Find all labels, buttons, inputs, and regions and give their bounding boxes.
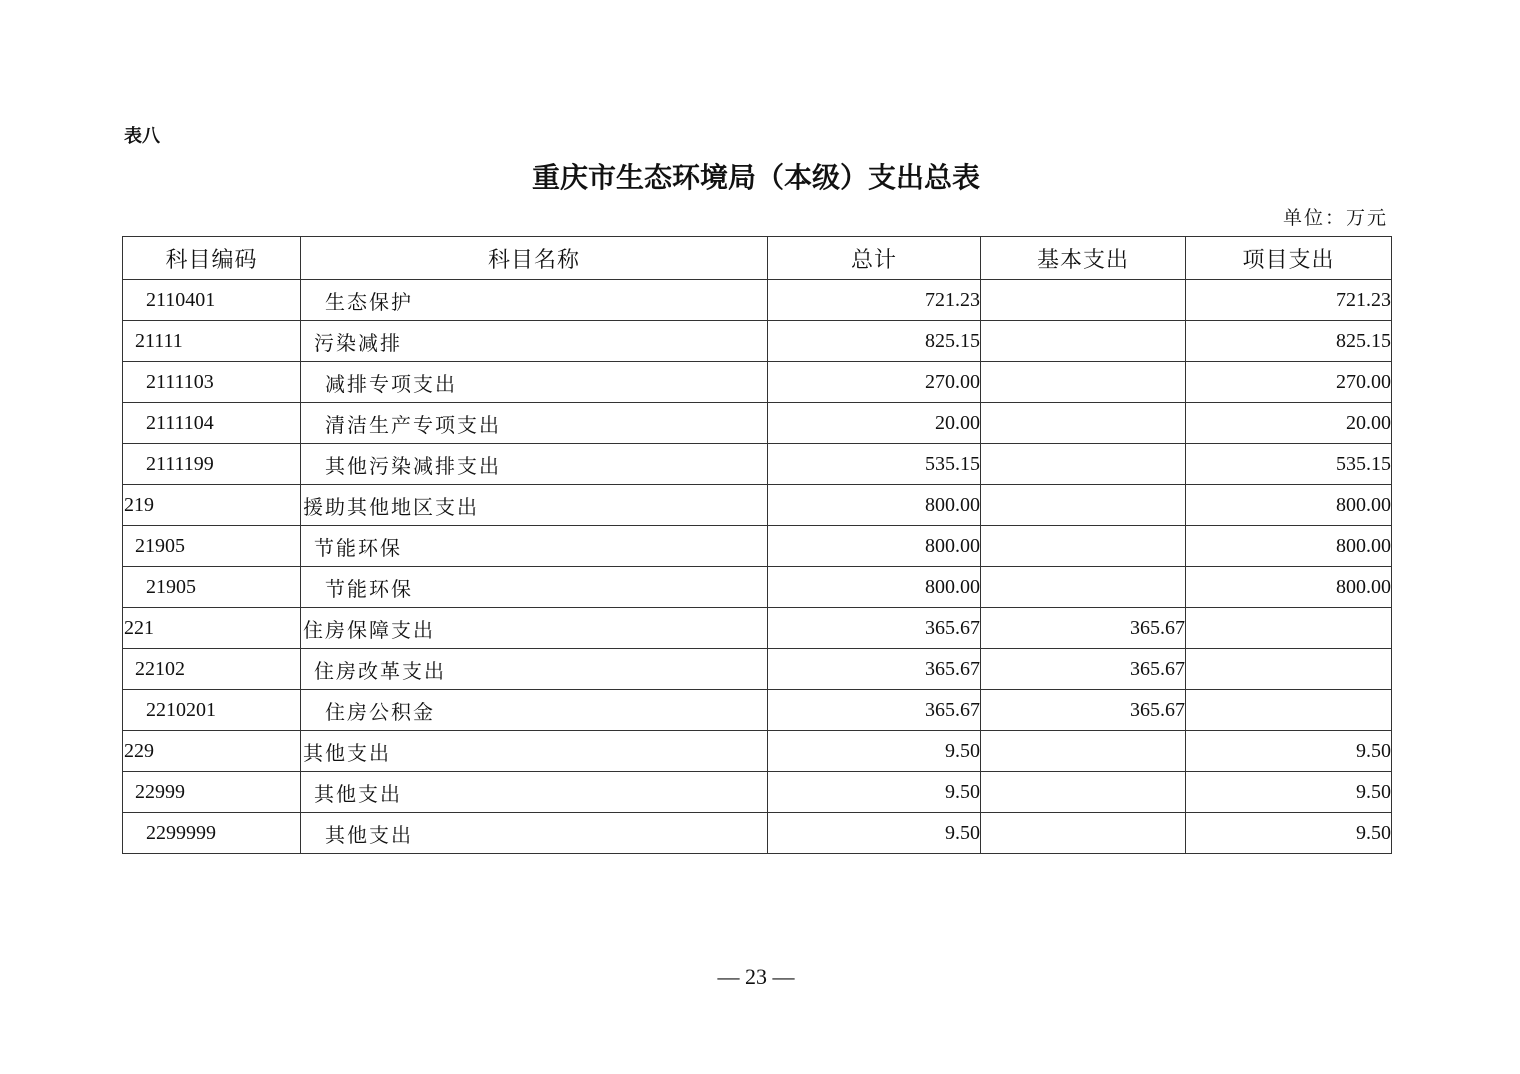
row-project-cell — [1186, 690, 1392, 731]
table-row — [123, 280, 1392, 321]
row-total-cell: 800.00 — [768, 567, 981, 608]
row-basic-cell — [981, 567, 1186, 608]
table-row — [123, 403, 1392, 444]
row-name-cell: 援助其他地区支出 — [301, 485, 768, 526]
row-total-cell: 535.15 — [768, 444, 981, 485]
row-basic-cell: 365.67 — [981, 608, 1186, 649]
row-name-cell: 住房公积金 — [301, 690, 768, 731]
row-name-cell: 其他污染减排支出 — [301, 444, 768, 485]
row-project-cell — [1186, 608, 1392, 649]
table-row — [123, 567, 1392, 608]
header-total: 总计 — [768, 237, 981, 280]
header-project: 项目支出 — [1186, 237, 1392, 280]
header-code: 科目编码 — [123, 237, 301, 280]
row-code-cell: 22999 — [123, 772, 301, 813]
table-row — [123, 526, 1392, 567]
table-label: 表八 — [124, 126, 160, 147]
row-project-cell: 800.00 — [1186, 485, 1392, 526]
row-total-cell: 20.00 — [768, 403, 981, 444]
row-project-cell: 20.00 — [1186, 403, 1392, 444]
row-name-cell: 其他支出 — [301, 813, 768, 854]
table-row — [123, 649, 1392, 690]
row-total-cell: 365.67 — [768, 608, 981, 649]
row-name-cell: 节能环保 — [301, 567, 768, 608]
table-row — [123, 813, 1392, 854]
table-body — [123, 280, 1392, 854]
row-code-cell: 2210201 — [123, 690, 301, 731]
row-basic-cell — [981, 362, 1186, 403]
row-basic-cell — [981, 321, 1186, 362]
row-code-cell: 221 — [123, 608, 301, 649]
row-name-cell: 减排专项支出 — [301, 362, 768, 403]
row-basic-cell: 365.67 — [981, 649, 1186, 690]
unit-note: 单位：万元 — [1282, 207, 1388, 229]
row-project-cell: 270.00 — [1186, 362, 1392, 403]
row-code-cell: 22102 — [123, 649, 301, 690]
row-name-cell: 生态保护 — [301, 280, 768, 321]
row-basic-cell: 365.67 — [981, 690, 1186, 731]
row-basic-cell — [981, 444, 1186, 485]
table-row — [123, 362, 1392, 403]
row-total-cell: 9.50 — [768, 731, 981, 772]
table-row — [123, 321, 1392, 362]
table-row — [123, 608, 1392, 649]
row-project-cell — [1186, 649, 1392, 690]
page-number: — 23 — — [717, 964, 795, 989]
row-name-cell: 住房改革支出 — [301, 649, 768, 690]
row-name-cell: 节能环保 — [301, 526, 768, 567]
row-total-cell: 800.00 — [768, 526, 981, 567]
row-name-cell: 其他支出 — [301, 731, 768, 772]
table-row — [123, 690, 1392, 731]
expenditure-table — [122, 236, 1392, 854]
row-project-cell: 9.50 — [1186, 731, 1392, 772]
row-code-cell: 2110401 — [123, 280, 301, 321]
row-total-cell: 9.50 — [768, 813, 981, 854]
row-basic-cell — [981, 280, 1186, 321]
row-total-cell: 800.00 — [768, 485, 981, 526]
row-total-cell: 365.67 — [768, 649, 981, 690]
row-project-cell: 800.00 — [1186, 567, 1392, 608]
table-row — [123, 772, 1392, 813]
row-name-cell: 其他支出 — [301, 772, 768, 813]
row-project-cell: 721.23 — [1186, 280, 1392, 321]
row-code-cell: 21905 — [123, 526, 301, 567]
row-project-cell: 9.50 — [1186, 813, 1392, 854]
row-project-cell: 9.50 — [1186, 772, 1392, 813]
row-code-cell: 2111104 — [123, 403, 301, 444]
table-row — [123, 444, 1392, 485]
row-basic-cell — [981, 526, 1186, 567]
row-code-cell: 21905 — [123, 567, 301, 608]
row-total-cell: 365.67 — [768, 690, 981, 731]
row-basic-cell — [981, 772, 1186, 813]
table-header-row — [123, 237, 1392, 280]
row-code-cell: 219 — [123, 485, 301, 526]
row-code-cell: 2299999 — [123, 813, 301, 854]
row-project-cell: 825.15 — [1186, 321, 1392, 362]
row-code-cell: 21111 — [123, 321, 301, 362]
row-total-cell: 721.23 — [768, 280, 981, 321]
row-total-cell: 270.00 — [768, 362, 981, 403]
row-total-cell: 9.50 — [768, 772, 981, 813]
row-name-cell: 清洁生产专项支出 — [301, 403, 768, 444]
row-project-cell: 535.15 — [1186, 444, 1392, 485]
row-code-cell: 2111103 — [123, 362, 301, 403]
row-name-cell: 住房保障支出 — [301, 608, 768, 649]
header-name: 科目名称 — [301, 237, 768, 280]
row-code-cell: 229 — [123, 731, 301, 772]
row-code-cell: 2111199 — [123, 444, 301, 485]
page-title: 重庆市生态环境局（本级）支出总表 — [531, 161, 980, 194]
row-basic-cell — [981, 403, 1186, 444]
header-basic: 基本支出 — [981, 237, 1186, 280]
row-basic-cell — [981, 485, 1186, 526]
row-basic-cell — [981, 813, 1186, 854]
table-row — [123, 731, 1392, 772]
table-row — [123, 485, 1392, 526]
row-total-cell: 825.15 — [768, 321, 981, 362]
row-project-cell: 800.00 — [1186, 526, 1392, 567]
row-basic-cell — [981, 731, 1186, 772]
row-name-cell: 污染减排 — [301, 321, 768, 362]
